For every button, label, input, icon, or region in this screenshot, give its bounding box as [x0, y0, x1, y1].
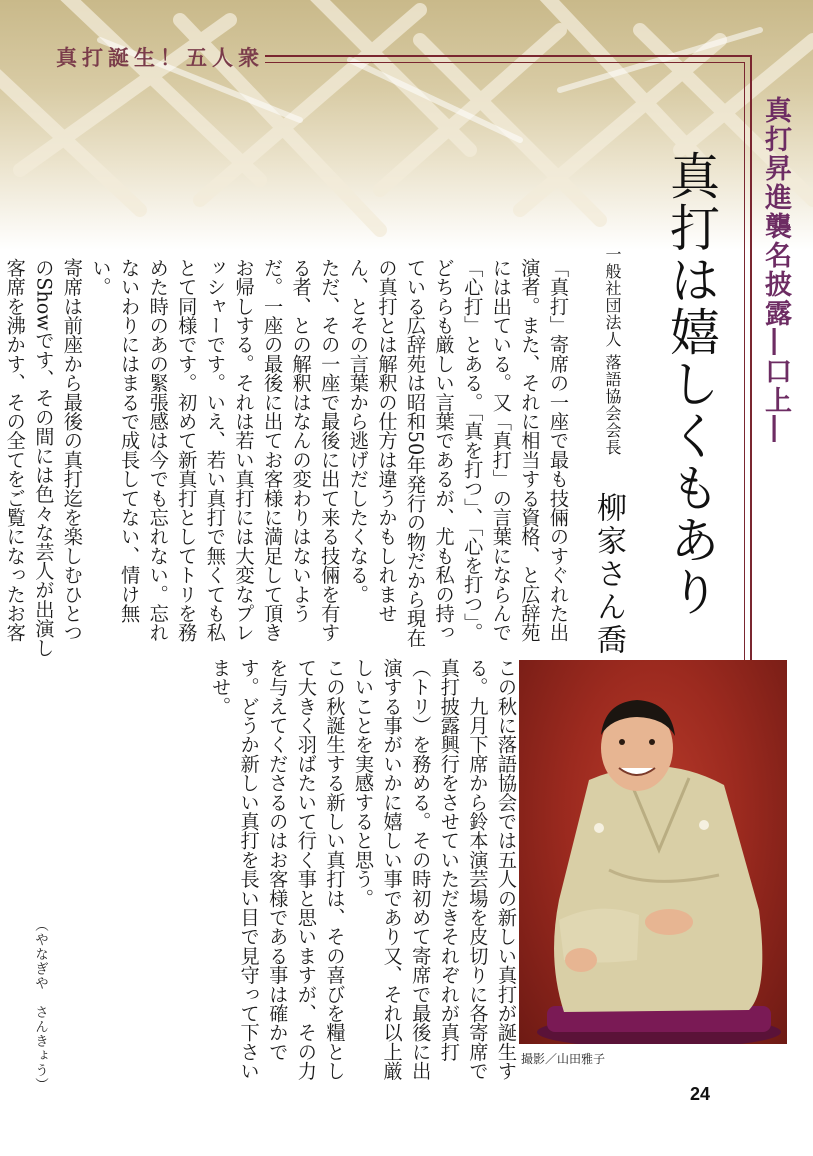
article-body-lower	[52, 658, 520, 1098]
performer-illustration	[519, 660, 787, 1044]
paragraph: 寄席は前座から最後の真打迄を楽しむひとつのShowです、その間には色々な芸人が出演し客席を沸かす、その全てをご覧になったお客	[3, 258, 84, 658]
series-title: 真打昇進襲名披露―口上―	[760, 96, 791, 444]
article-title: 真打は嬉しくもあり	[662, 150, 720, 618]
paragraph: ただ、その一座で最後に出て来る技倆を有する者、との解釈はなんの変わりはないようだ。一座の最後に出てお客様に満足して頂きお帰しする。それは若い真打には大変なプレッシャーです。いえ、若い真打で無くても私とて同様です。初めて新真打としてトリを務めた時のあの緊張感は今でも忘れない。忘れないわりにはまるで成長してない、情け無い。	[89, 258, 342, 642]
frame-right-line	[750, 55, 752, 665]
author-reading: （やなぎや さんきょう）	[32, 918, 48, 1092]
frame-right-line-inner	[744, 62, 745, 665]
performer-photo	[519, 660, 787, 1044]
page-number: 24	[690, 1084, 711, 1104]
author-name: 柳家さん喬	[591, 492, 626, 657]
photo-caption: 撮影／山田雅子	[521, 1052, 606, 1066]
paragraph: この秋に落語協会では五人の新しい真打が誕生する。九月下席から鈴本演芸場を皮切りに各寄席で真打披露興行をさせていただきそれぞれが真打（トリ）を務める。その時初めて寄席で最後に出演する事がいかに嬉しい事であり又、それ以上厳しいことを実感すると思う。	[352, 658, 518, 1081]
article-body-upper	[3, 258, 572, 658]
paragraph: この秋誕生する新しい真打は、その喜びを糧として大きく羽ばたいて行く事と思いますが、その力を与えてくださるのはお客様である事は確かです。どうか新しい真打を長い目で見守って下さいませ。	[209, 658, 347, 1081]
corner-title: 真打誕生！五人衆	[56, 45, 264, 70]
frame-top-line	[265, 55, 752, 57]
paragraph: 「真打」寄席の一座で最も技倆のすぐれた出演者。また、それに相当する資格、と広辞苑には出ている。又「真打」の言葉にならんで「心打」とある。「真を打つ」、「心を打つ」。どちらも厳しい言葉であるが、尤も私の持っている広辞苑は昭和50年発行の物だから現在の真打とは解釈の仕方は違うかもしれません、とその言葉から逃げだしたくなる。	[346, 258, 570, 648]
frame-top-line-inner	[265, 62, 745, 63]
author-organization: 一般社団法人 落語協会会長	[603, 246, 622, 457]
